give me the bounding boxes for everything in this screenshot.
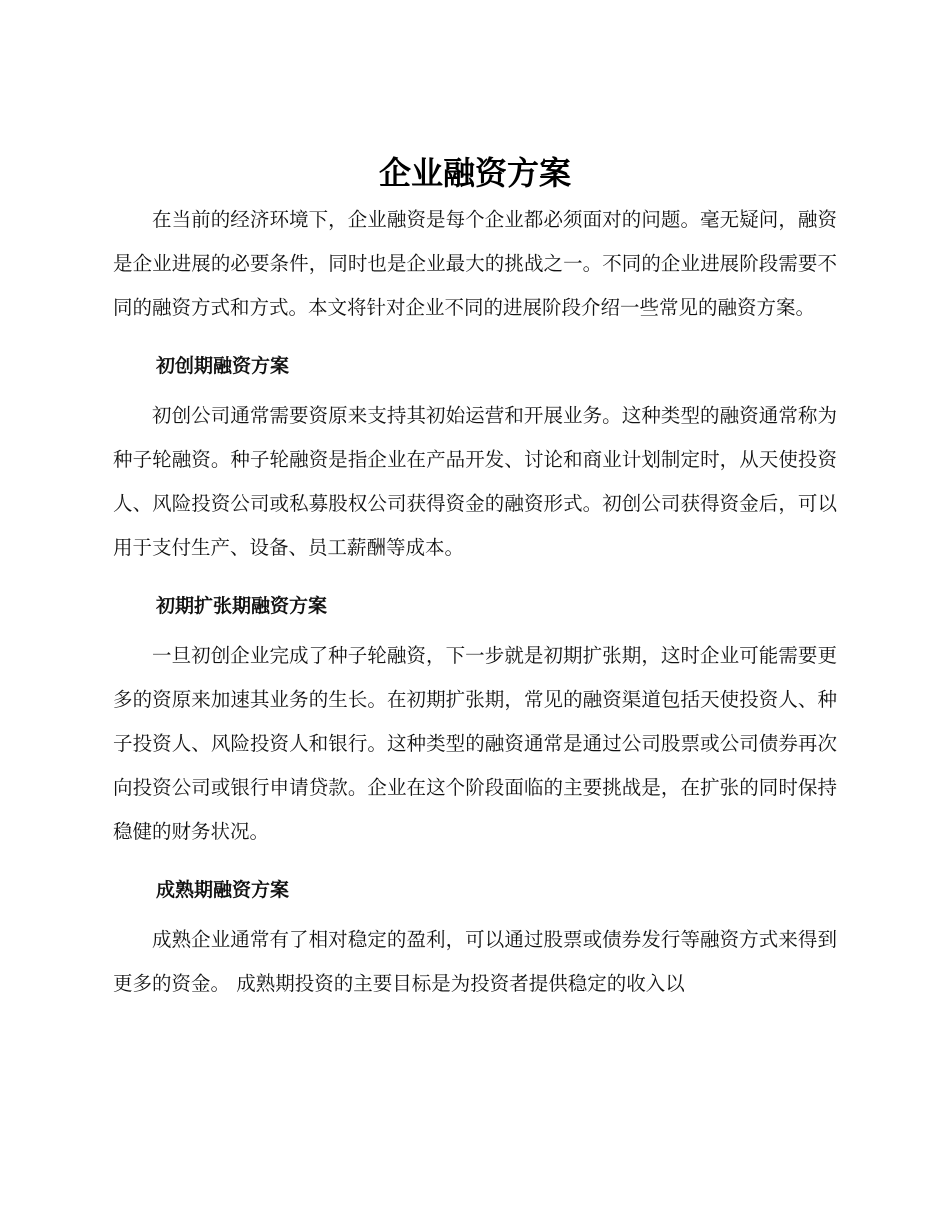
document-content (113, 148, 837, 1006)
section-body-early-expansion: 一旦初创企业完成了种子轮融资，下一步就是初期扩张期，这时企业可能需要更多的资原来加速其业务的生长。在初期扩张期，常见的融资渠道包括天使投资人、种子投资人、风险投资人和银行。这种类型的融资通常是通过公司股票或公司债券再次向投资公司或银行申请贷款。企业在这个阶段面临的主要挑战是，在扩张的同时保持稳健的财务状况。 (113, 644, 837, 843)
section-heading-maturity: 成熟期融资方案 (156, 879, 290, 901)
spacer (113, 380, 837, 394)
spacer (113, 330, 837, 352)
section-heading-early-expansion: 初期扩张期融资方案 (156, 595, 328, 617)
spacer (113, 620, 837, 634)
document-title: 企业融资方案 (378, 154, 571, 192)
intro-paragraph: 在当前的经济环境下，企业融资是每个企业都必须面对的问题。毫无疑问，融资是企业进展的必要条件，同时也是企业最大的挑战之一。不同的企业进展阶段需要不同的融资方式和方式。本文将针对企业不同的进展阶段介绍一些常见的融资方案。 (113, 208, 837, 319)
spacer (113, 904, 837, 918)
spacer (113, 854, 837, 876)
section-body-startup: 初创公司通常需要资原来支持其初始运营和开展业务。这种类型的融资通常称为种子轮融资。种子轮融资是指企业在产品开发、讨论和商业计划制定时，从天使投资人、风险投资公司或私募股权公司获得资金的融资形式。初创公司获得资金后，可以用于支付生产、设备、员工薪酬等成本。 (113, 404, 837, 559)
spacer (113, 570, 837, 592)
section-body-maturity: 成熟企业通常有了相对稳定的盈利，可以通过股票或债券发行等融资方式来得到更多的资金。 成熟期投资的主要目标是为投资者提供稳定的收入以 (113, 928, 837, 995)
section-heading-startup: 初创期融资方案 (156, 355, 290, 377)
